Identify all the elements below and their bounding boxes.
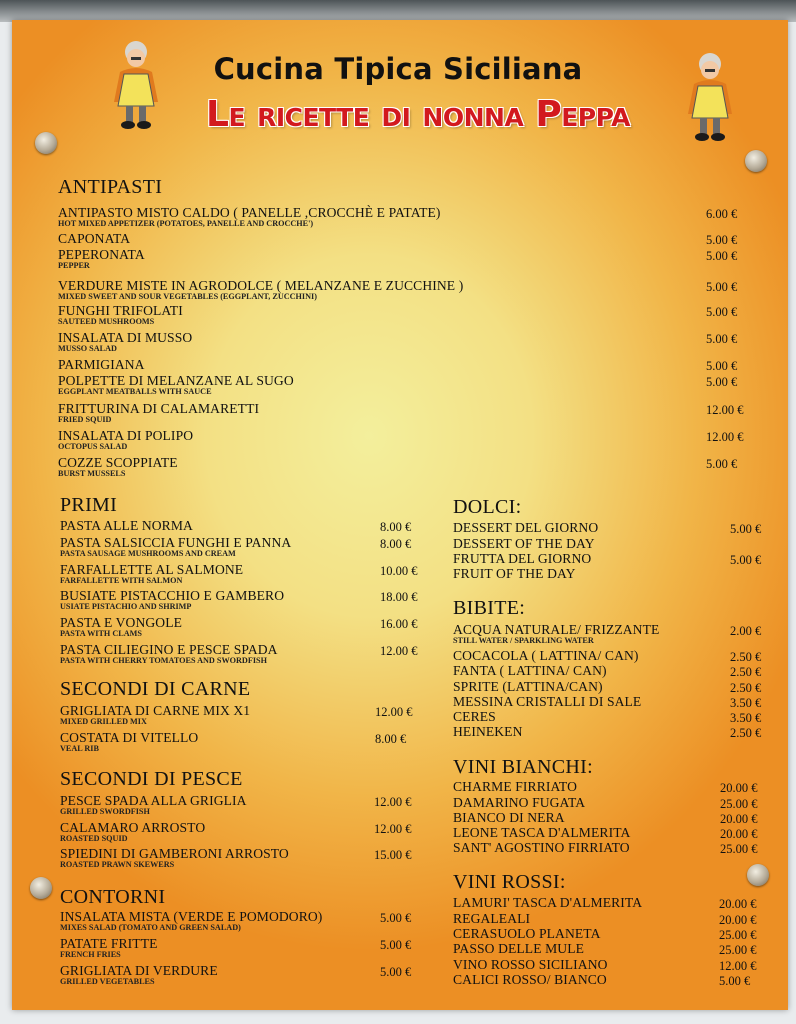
menu-item-name: FUNGHI TRIFOLATI xyxy=(58,303,183,318)
menu-item-name: CALICI ROSSO/ BIANCO xyxy=(453,972,607,987)
section-title-vini-bianchi: VINI BIANCHI: xyxy=(453,756,593,778)
menu-item-name: DAMARINO FUGATA xyxy=(453,795,586,810)
menu-item-name: PEPERONATA xyxy=(58,247,145,262)
menu-item-translation: MUSSO SALAD xyxy=(58,344,117,353)
menu-item-name: SPRITE (LATTINA/CAN) xyxy=(453,679,603,694)
menu-item-translation: USIATE PISTACHIO AND SHRIMP xyxy=(60,602,192,611)
menu-item-price: 5.00 € xyxy=(730,522,762,536)
menu-item-price: 12.00 € xyxy=(719,959,757,973)
menu-item-name: BUSIATE PISTACCHIO E GAMBERO xyxy=(60,588,285,603)
section-title-secondi-carne: SECONDI DI CARNE xyxy=(60,678,251,700)
menu-item-price: 5.00 € xyxy=(706,332,738,346)
wall-top-strip xyxy=(0,0,796,22)
menu-item-name: DESSERT DEL GIORNO xyxy=(453,520,599,535)
menu-item-price: 8.00 € xyxy=(380,520,412,534)
menu-item-price: 5.00 € xyxy=(380,938,412,952)
menu-item-price: 25.00 € xyxy=(719,928,757,942)
menu-item-price: 8.00 € xyxy=(380,537,412,551)
menu-item-name: COZZE SCOPPIATE xyxy=(58,455,178,470)
menu-item-translation: MIXED GRILLED MIX xyxy=(60,717,147,726)
menu-item-price: 5.00 € xyxy=(706,249,738,263)
menu-item-name: GRIGLIATA DI VERDURE xyxy=(60,963,218,978)
menu-item-translation: PEPPER xyxy=(58,261,90,270)
menu-item-price: 25.00 € xyxy=(719,943,757,957)
menu-item-price: 12.00 € xyxy=(706,430,744,444)
menu-item-translation: SAUTEED MUSHROOMS xyxy=(58,317,155,326)
menu-item-name: INSALATA MISTA (VERDE E POMODORO) xyxy=(60,909,323,924)
menu-item-name: PASTA CILIEGINO E PESCE SPADA xyxy=(60,642,278,657)
menu-item-price: 15.00 € xyxy=(374,848,412,862)
menu-item-translation: PASTA SAUSAGE MUSHROOMS AND CREAM xyxy=(60,549,236,558)
menu-item-translation: EGGPLANT MEATBALLS WITH SAUCE xyxy=(58,387,212,396)
menu-item-name: CHARME FIRRIATO xyxy=(453,779,577,794)
screw-icon xyxy=(30,877,52,899)
menu-item-name: FRUIT OF THE DAY xyxy=(453,566,576,581)
menu-item-price: 5.00 € xyxy=(706,375,738,389)
menu-item-name: BIANCO DI NERA xyxy=(453,810,565,825)
menu-item-price: 12.00 € xyxy=(374,795,412,809)
menu-item-name: PESCE SPADA ALLA GRIGLIA xyxy=(60,793,247,808)
menu-item-name: ANTIPASTO MISTO CALDO ( PANELLE ,CROCCHÈ E PATATE) xyxy=(58,205,441,220)
menu-item-price: 5.00 € xyxy=(706,305,738,319)
menu-item-name: FRITTURINA DI CALAMARETTI xyxy=(58,401,260,416)
menu-item-name: CALAMARO ARROSTO xyxy=(60,820,206,835)
menu-item-price: 5.00 € xyxy=(706,359,738,373)
menu-item-translation: MIXES SALAD (TOMATO AND GREEN SALAD) xyxy=(60,923,241,932)
menu-item-price: 20.00 € xyxy=(720,781,758,795)
menu-item-price: 25.00 € xyxy=(720,842,758,856)
screw-icon xyxy=(35,132,57,154)
menu-item-name: VINO ROSSO SICILIANO xyxy=(453,957,608,972)
menu-item-translation: VEAL RIB xyxy=(60,744,99,753)
section-title-antipasti: ANTIPASTI xyxy=(58,176,163,198)
menu-item-name: INSALATA DI MUSSO xyxy=(58,330,193,345)
menu-item-translation: PASTA WITH CHERRY TOMATOES AND SWORDFISH xyxy=(60,656,267,665)
menu-item-name: CERASUOLO PLANETA xyxy=(453,926,601,941)
menu-item-translation: GRILLED SWORDFISH xyxy=(60,807,150,816)
menu-item-name: PASTA SALSICCIA FUNGHI E PANNA xyxy=(60,535,292,550)
menu-item-name: CERES xyxy=(453,709,496,724)
menu-item-translation: PASTA WITH CLAMS xyxy=(60,629,142,638)
menu-item-name: GRIGLIATA DI CARNE MIX X1 xyxy=(60,703,251,718)
menu-item-name: FANTA ( LATTINA/ CAN) xyxy=(453,663,607,678)
menu-item-name: PARMIGIANA xyxy=(58,357,145,372)
restaurant-title: Le ricette di nonna Peppa xyxy=(206,94,630,135)
menu-item-name: INSALATA DI POLIPO xyxy=(58,428,194,443)
menu-item-name: PASTA E VONGOLE xyxy=(60,615,183,630)
menu-item-name: PATATE FRITTE xyxy=(60,936,158,951)
menu-item-price: 6.00 € xyxy=(706,207,738,221)
menu-item-name: REGALEALI xyxy=(453,911,531,926)
menu-item-price: 2.50 € xyxy=(730,726,762,740)
menu-item-price: 16.00 € xyxy=(380,617,418,631)
menu-item-translation: MIXED SWEET AND SOUR VEGETABLES (EGGPLANT, ZUCCHINI) xyxy=(58,292,317,301)
menu-item-name: VERDURE MISTE IN AGRODOLCE ( MELANZANE E ZUCCHINE ) xyxy=(58,278,464,293)
menu-item-name: ACQUA NATURALE/ FRIZZANTE xyxy=(453,622,660,637)
section-title-secondi-pesce: SECONDI DI PESCE xyxy=(60,768,243,790)
menu-item-translation: FARFALLETTE WITH SALMON xyxy=(60,576,183,585)
screw-icon xyxy=(745,150,767,172)
menu-item-translation: FRENCH FRIES xyxy=(60,950,121,959)
menu-item-price: 5.00 € xyxy=(706,457,738,471)
menu-item-translation: BURST MUSSELS xyxy=(58,469,126,478)
menu-item-price: 2.50 € xyxy=(730,665,762,679)
menu-item-name: SPIEDINI DI GAMBERONI ARROSTO xyxy=(60,846,289,861)
menu-item-name: LAMURI' TASCA D'ALMERITA xyxy=(453,895,643,910)
menu-item-translation: HOT MIXED APPETIZER (POTATOES, PANELLE AND CROCCHE') xyxy=(58,219,314,228)
menu-item-price: 20.00 € xyxy=(719,897,757,911)
section-title-contorni: CONTORNI xyxy=(60,886,166,908)
menu-item-price: 5.00 € xyxy=(719,974,751,988)
screw-icon xyxy=(747,864,769,886)
menu-item-name: MESSINA CRISTALLI DI SALE xyxy=(453,694,642,709)
menu-item-name: COSTATA DI VITELLO xyxy=(60,730,199,745)
menu-item-translation: ROASTED PRAWN SKEWERS xyxy=(60,860,175,869)
menu-item-name: LEONE TASCA D'ALMERITA xyxy=(453,825,631,840)
menu-item-name: POLPETTE DI MELANZANE AL SUGO xyxy=(58,373,294,388)
menu-item-translation: ROASTED SQUID xyxy=(60,834,128,843)
menu-item-name: COCACOLA ( LATTINA/ CAN) xyxy=(453,648,639,663)
menu-item-price: 12.00 € xyxy=(706,403,744,417)
menu-item-price: 10.00 € xyxy=(380,564,418,578)
menu-item-price: 2.50 € xyxy=(730,650,762,664)
menu-item-price: 2.50 € xyxy=(730,681,762,695)
menu-item-name: CAPONATA xyxy=(58,231,131,246)
section-title-dolci: DOLCI: xyxy=(453,496,522,518)
menu-item-name: FARFALLETTE AL SALMONE xyxy=(60,562,244,577)
section-title-primi: PRIMI xyxy=(60,494,118,516)
menu-item-price: 5.00 € xyxy=(706,233,738,247)
menu-item-price: 20.00 € xyxy=(719,913,757,927)
menu-item-price: 20.00 € xyxy=(720,812,758,826)
menu-item-price: 3.50 € xyxy=(730,696,762,710)
menu-item-translation: OCTOPUS SALAD xyxy=(58,442,128,451)
menu-item-price: 5.00 € xyxy=(730,553,762,567)
menu-item-price: 5.00 € xyxy=(380,965,412,979)
menu-item-price: 8.00 € xyxy=(375,732,407,746)
menu-item-price: 12.00 € xyxy=(375,705,413,719)
menu-item-price: 5.00 € xyxy=(706,280,738,294)
menu-item-translation: STILL WATER / SPARKLING WATER xyxy=(453,636,594,645)
menu-item-translation: FRIED SQUID xyxy=(58,415,112,424)
menu-item-name: PASTA ALLE NORMA xyxy=(60,518,193,533)
menu-item-price: 2.00 € xyxy=(730,624,762,638)
restaurant-subtitle: Cucina Tipica Siciliana xyxy=(213,52,583,86)
section-title-bibite: BIBITE: xyxy=(453,597,526,619)
menu-item-name: DESSERT OF THE DAY xyxy=(453,536,595,551)
menu-item-name: HEINEKEN xyxy=(453,724,523,739)
menu-item-price: 3.50 € xyxy=(730,711,762,725)
menu-item-price: 25.00 € xyxy=(720,797,758,811)
menu-item-price: 12.00 € xyxy=(380,644,418,658)
menu-item-translation: GRILLED VEGETABLES xyxy=(60,977,155,986)
section-title-vini-rossi: VINI ROSSI: xyxy=(453,871,566,893)
menu-item-price: 20.00 € xyxy=(720,827,758,841)
menu-item-name: FRUTTA DEL GIORNO xyxy=(453,551,592,566)
menu-item-price: 5.00 € xyxy=(380,911,412,925)
menu-item-price: 18.00 € xyxy=(380,590,418,604)
menu-item-name: SANT' AGOSTINO FIRRIATO xyxy=(453,840,630,855)
menu-item-price: 12.00 € xyxy=(374,822,412,836)
menu-item-name: PASSO DELLE MULE xyxy=(453,941,585,956)
